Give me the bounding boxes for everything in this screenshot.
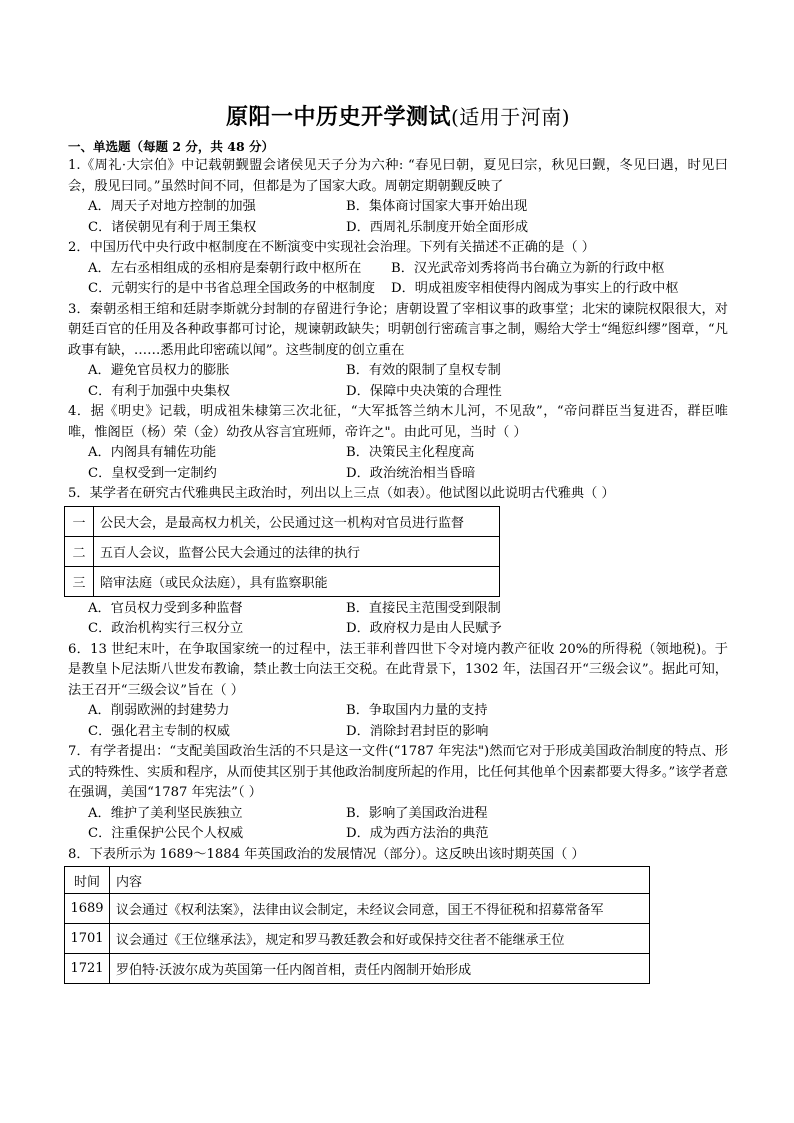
exam-page xyxy=(68,100,728,984)
option: D．政治统治相当昏暗 xyxy=(346,465,476,481)
option: A．官员权力受到多种监督 xyxy=(88,600,243,616)
option: A．内阁具有辅佐功能 xyxy=(88,445,217,460)
table-cell: 五百人会议，监督公民大会通过的法律的执行 xyxy=(94,536,500,566)
table-row xyxy=(65,506,500,536)
section-heading: 一、单选题（每题 2 分，共 48 分） xyxy=(68,139,275,154)
table-cell: 议会通过《权利法案》，法律由议会制定，未经议会同意，国王不得征税和招募常备军 xyxy=(110,894,650,924)
table-header-cell: 内容 xyxy=(110,867,650,894)
option: C．元朝实行的是中书省总理全国政务的中枢制度 xyxy=(88,281,376,296)
option: B．争取国内力量的支持 xyxy=(346,703,488,718)
table-row xyxy=(65,924,650,954)
table-header-row xyxy=(65,867,650,894)
title-main: 原阳一中历史开学测试 xyxy=(225,105,451,130)
option: A．维护了美利坚民族独立 xyxy=(88,805,243,821)
option: D．成为西方法治的典范 xyxy=(346,826,489,841)
question-stem: 6．13 世纪末叶，在争取国家统一的过程中，法王菲利普四世下令对境内教产征收 20%的所得税（领地税)。于是教皇卜尼法斯八世发布教谕，禁止教士向法王交税。在此背景下，1302 年，法国召开“三级会议”。据此可知，法王召开“三级会议”旨在（ ） xyxy=(68,641,728,698)
options xyxy=(68,443,728,484)
options xyxy=(68,804,728,845)
question-8 xyxy=(68,845,728,985)
option: D．保障中央决策的合理性 xyxy=(346,383,502,399)
question-stem: 3．秦朝丞相王绾和廷尉李斯就分封制的存留进行争论；唐朝设置了宰相议事的政事堂；北宋的谏院权限很大，对朝廷百官的任用及各种政事都可讨论，规谏朝政缺失；明朝创行密疏言事之制，赐给大学士“绳愆纠缪”图章，“凡政事有缺，……悉用此印密疏以闻”。这些制度的创立重在 xyxy=(68,301,728,358)
option: C．注重保护公民个人权威 xyxy=(88,826,244,841)
option: C．政治机构实行三权分立 xyxy=(88,621,244,636)
table-cell: 议会通过《王位继承法》，规定和罗马教廷教会和好或保持交往者不能继承王位 xyxy=(110,924,650,954)
question-6 xyxy=(68,640,728,743)
option: B．有效的限制了皇权专制 xyxy=(346,363,501,378)
table-row xyxy=(65,536,500,566)
question-stem: 4．据《明史》记载，明成祖朱棣第三次北征，“大军抵答兰纳木儿河，不见敌”，“帝问群臣当复进否，群臣唯唯，惟阁臣（杨）荣（金）幼孜从容言宜班师，帝许之"。由此可见，当时（ ） xyxy=(68,404,728,440)
table-cell: 1689 xyxy=(65,894,110,924)
option: D．政府权力是由人民赋予 xyxy=(346,621,502,636)
table-cell: 一 xyxy=(65,506,94,536)
question-stem: 7．有学者提出：“支配美国政治生活的不只是这一文件(“1787 年宪法")然而它对于形成美国政治制度的特点、形式的特殊性、实质和程序，从而使其区别于其他政治制度所起的作用，比任何其他单个因素都要大得多。”该学者意在强调，美国“1787 年宪法”（ ） xyxy=(68,744,728,800)
option: C．皇权受到一定制约 xyxy=(88,465,217,481)
option: D．明成祖废宰相使得内阁成为事实上的行政中枢 xyxy=(391,281,679,296)
table-cell: 公民大会，是最高权力机关，公民通过这一机构对官员进行监督 xyxy=(94,506,500,536)
question-stem: 5．某学者在研究古代雅典民主政治时，列出以上三点（如表）。他试图以此说明古代雅典（ ） xyxy=(68,486,615,501)
question-1 xyxy=(68,156,728,238)
title-sub: (适用于河南) xyxy=(450,105,571,129)
question-stem: 8．下表所示为 1689～1884 年英国政治的发展情况（部分）。这反映出该时期英国（ ） xyxy=(68,846,585,862)
question-4 xyxy=(68,402,728,484)
option: A．削弱欧洲的封建势力 xyxy=(88,703,230,718)
option: C．诸侯朝见有利于周王集权 xyxy=(88,219,257,235)
option: D．消除封君封臣的影响 xyxy=(346,723,489,739)
table-cell: 1701 xyxy=(65,924,110,954)
table-row xyxy=(65,566,500,596)
option: C．有利于加强中央集权 xyxy=(88,383,230,399)
page-title xyxy=(68,100,728,131)
question-stem: 1.《周礼·大宗伯》中记载朝觐盟会诸侯见天子分为六种: “春见曰朝，夏见曰宗，秋见曰觐，冬见曰遇，时见曰会，殷见曰同。”虽然时间不同，但都是为了国家大政。周朝定期朝觐反映了 xyxy=(68,158,728,194)
option: B．集体商讨国家大事开始出现 xyxy=(346,199,528,214)
option: A．左右丞相组成的丞相府是秦朝行政中枢所在 xyxy=(88,260,362,276)
option: B．直接民主范围受到限制 xyxy=(346,600,501,616)
options xyxy=(68,259,728,300)
table-header-cell: 时间 xyxy=(65,867,110,894)
table-cell: 罗伯特·沃波尔成为英国第一任内阁首相，责任内阁制开始形成 xyxy=(110,954,650,984)
table-cell: 三 xyxy=(65,566,94,596)
options xyxy=(68,361,728,402)
option: B．影响了美国政治进程 xyxy=(346,805,488,821)
table-row xyxy=(65,954,650,984)
options xyxy=(68,701,728,742)
options xyxy=(68,197,728,238)
question-5 xyxy=(68,484,728,640)
options xyxy=(68,599,728,640)
question-3 xyxy=(68,300,728,403)
question-stem: 2．中国历代中央行政中枢制度在不断演变中实现社会治理。下列有关描述不正确的是（ ） xyxy=(68,240,595,255)
option: B．决策民主化程度高 xyxy=(346,445,475,460)
england-table xyxy=(64,866,650,984)
option: C．强化君主专制的权威 xyxy=(88,723,230,739)
question-2 xyxy=(68,238,728,300)
option: A．周天子对地方控制的加强 xyxy=(88,199,256,214)
table-row xyxy=(65,894,650,924)
option: B．汉光武帝刘秀将尚书台确立为新的行政中枢 xyxy=(391,260,665,276)
table-cell: 陪审法庭（或民众法庭），具有监察职能 xyxy=(94,566,500,596)
option: D．西周礼乐制度开始全面形成 xyxy=(346,219,529,235)
question-7 xyxy=(68,742,728,845)
athens-table xyxy=(64,506,500,597)
table-cell: 1721 xyxy=(65,954,110,984)
option: A．避免官员权力的膨胀 xyxy=(88,363,230,378)
table-cell: 二 xyxy=(65,536,94,566)
